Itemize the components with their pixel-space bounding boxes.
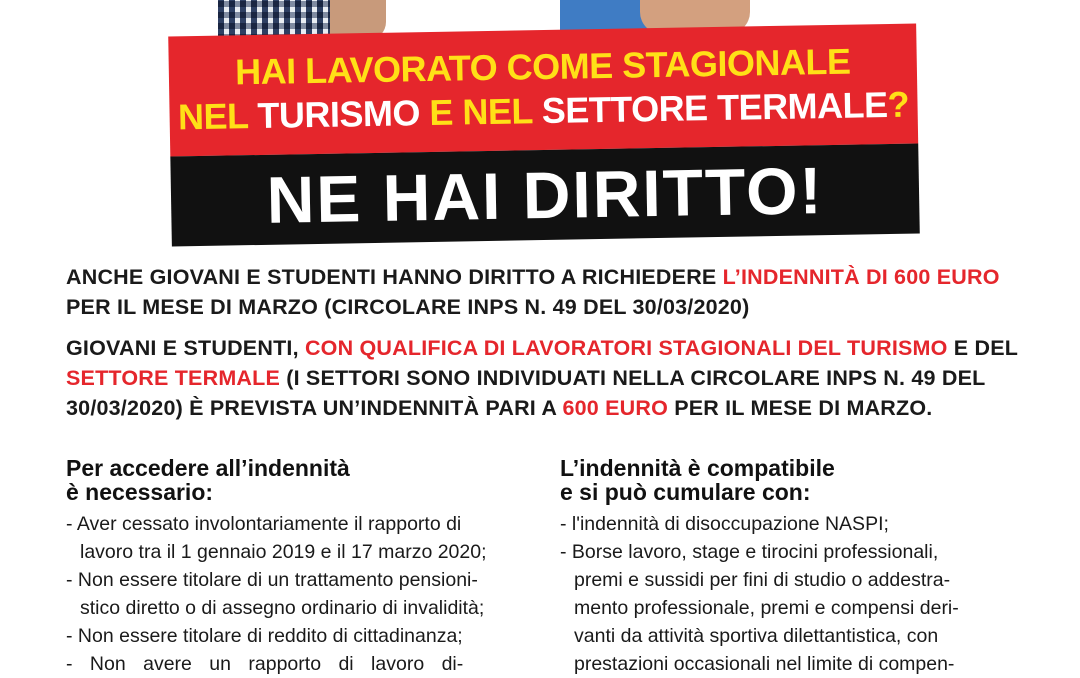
intro-paragraph-2 bbox=[66, 333, 1026, 423]
question-highlight-turismo: TURISMO bbox=[257, 92, 421, 136]
intro-text: PER IL MESE DI MARZO (CIRCOLARE INPS N. 49 DEL 30/03/2020) bbox=[66, 295, 750, 319]
requirements-list bbox=[66, 510, 536, 678]
intro-text: E DEL bbox=[947, 336, 1018, 360]
intro-text: (I SETTORI SONO INDIVIDUATI NELLA CIRCOLARE INPS N. 49 DEL 30/03/2020) È PREVISTA UN’INDENNITÀ PARI A bbox=[66, 366, 986, 420]
question-highlight-termale: SETTORE TERMALE bbox=[541, 84, 888, 132]
intro-highlight: L’INDENNITÀ DI 600 EURO bbox=[722, 265, 1000, 289]
question-part: E NEL bbox=[419, 90, 543, 134]
banner-question-line1: HAI LAVORATO COME STAGIONALE bbox=[234, 40, 851, 93]
compatibility-heading bbox=[560, 456, 1030, 504]
headline-banner bbox=[168, 23, 920, 246]
list-item: - Borse lavoro, stage e tirocini professionali, bbox=[560, 541, 939, 563]
intro-highlight: SETTORE TERMALE bbox=[66, 366, 281, 390]
list-item: stico diretto o di assegno ordinario di invalidità; bbox=[80, 597, 485, 619]
list-item: vanti da attività sportiva dilettantistica, con bbox=[574, 625, 939, 647]
list-item: lavoro tra il 1 gennaio 2019 e il 17 marzo 2020; bbox=[80, 541, 487, 563]
list-item: premi e sussidi per fini di studio o addestra- bbox=[574, 569, 951, 591]
intro-text: GIOVANI E STUDENTI, bbox=[66, 336, 305, 360]
banner-headline: NE HAI DIRITTO! bbox=[266, 153, 825, 237]
list-item: - Non essere titolare di un trattamento pensioni- bbox=[66, 569, 478, 591]
compatibility-column bbox=[560, 456, 1030, 678]
list-item: mento professionale, premi e compensi deri- bbox=[574, 597, 959, 619]
list-item: - Non avere un rapporto di lavoro di- bbox=[66, 653, 464, 675]
requirements-heading-line1: Per accedere all’indennità bbox=[66, 455, 350, 481]
compatibility-heading-line2: e si può cumulare con: bbox=[560, 479, 811, 505]
question-part: NEL bbox=[177, 95, 258, 138]
intro-text: ANCHE GIOVANI E STUDENTI HANNO DIRITTO A RICHIEDERE bbox=[66, 265, 723, 289]
list-item: - Non essere titolare di reddito di cittadinanza; bbox=[66, 625, 463, 647]
list-item: prestazioni occasionali nel limite di compen- bbox=[574, 653, 955, 675]
compatibility-heading-line1: L’indennità è compatibile bbox=[560, 455, 835, 481]
requirements-column bbox=[66, 456, 536, 678]
requirements-heading-line2: è necessario: bbox=[66, 479, 214, 505]
requirements-heading bbox=[66, 456, 536, 504]
question-mark: ? bbox=[887, 83, 910, 125]
compatibility-list bbox=[560, 510, 1030, 678]
intro-highlight: 600 EURO bbox=[562, 396, 669, 420]
list-item: - Aver cessato involontariamente il rapporto di bbox=[66, 513, 462, 535]
intro-highlight: CON QUALIFICA DI LAVORATORI STAGIONALI DEL TURISMO bbox=[304, 336, 948, 360]
intro-text: PER IL MESE DI MARZO. bbox=[668, 396, 933, 420]
list-item: - l'indennità di disoccupazione NASPI; bbox=[560, 513, 889, 535]
intro-paragraph-1 bbox=[66, 262, 1026, 322]
